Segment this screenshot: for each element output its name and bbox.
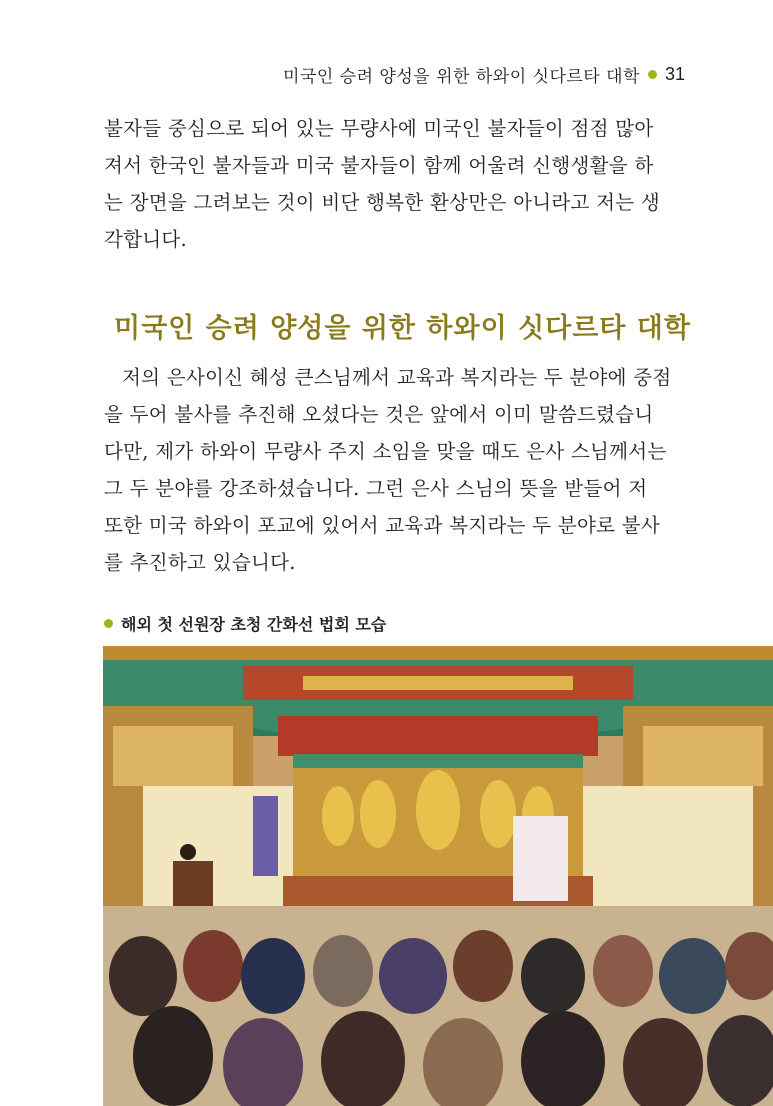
- paragraph-line: 저의 은사이신 혜성 큰스님께서 교육과 복지라는 두 분야에 중점: [122, 366, 672, 389]
- paragraph-line: 그 두 분야를 강조하셨습니다. 그런 은사 스님의 뜻을 받들어 저: [104, 477, 648, 500]
- bullet-dot-icon: [104, 619, 113, 628]
- section-title: 미국인 승려 양성을 위한 하와이 싯다르타 대학: [114, 313, 691, 344]
- paragraph-line: 져서 한국인 불자들과 미국 불자들이 함께 어울려 신행생활을 하: [104, 154, 654, 177]
- dharma-hall-photo: [103, 646, 773, 1106]
- figure-caption: [104, 612, 386, 635]
- page-number: 31: [664, 64, 685, 84]
- paragraph-line: 다만, 제가 하와이 무량사 주지 소임을 맞을 때도 은사 스님께서는: [104, 440, 667, 463]
- section-paragraph: [104, 359, 680, 581]
- bullet-dot-icon: [648, 70, 657, 79]
- paragraph-line: 는 장면을 그려보는 것이 비단 행복한 환상만은 아니라고 저는 생: [104, 191, 661, 214]
- paragraph-line: 각합니다.: [104, 228, 188, 251]
- paragraph-line: 을 두어 불사를 추진해 오셨다는 것은 앞에서 이미 말씀드렸습니: [104, 403, 654, 426]
- running-header: [283, 62, 685, 87]
- caption-text: 해외 첫 선원장 초청 간화선 법회 모습: [121, 615, 387, 634]
- running-title: 미국인 승려 양성을 위한 하와이 싯다르타 대학: [283, 67, 640, 87]
- dharma-hall-photo-illustration: [103, 646, 773, 1106]
- intro-paragraph: [104, 110, 680, 258]
- paragraph-line: 를 추진하고 있습니다.: [104, 551, 296, 574]
- paragraph-line: 불자들 중심으로 되어 있는 무량사에 미국인 불자들이 점점 많아: [104, 117, 654, 140]
- paragraph-line: 또한 미국 하와이 포교에 있어서 교육과 복지라는 두 분야로 불사: [104, 514, 661, 537]
